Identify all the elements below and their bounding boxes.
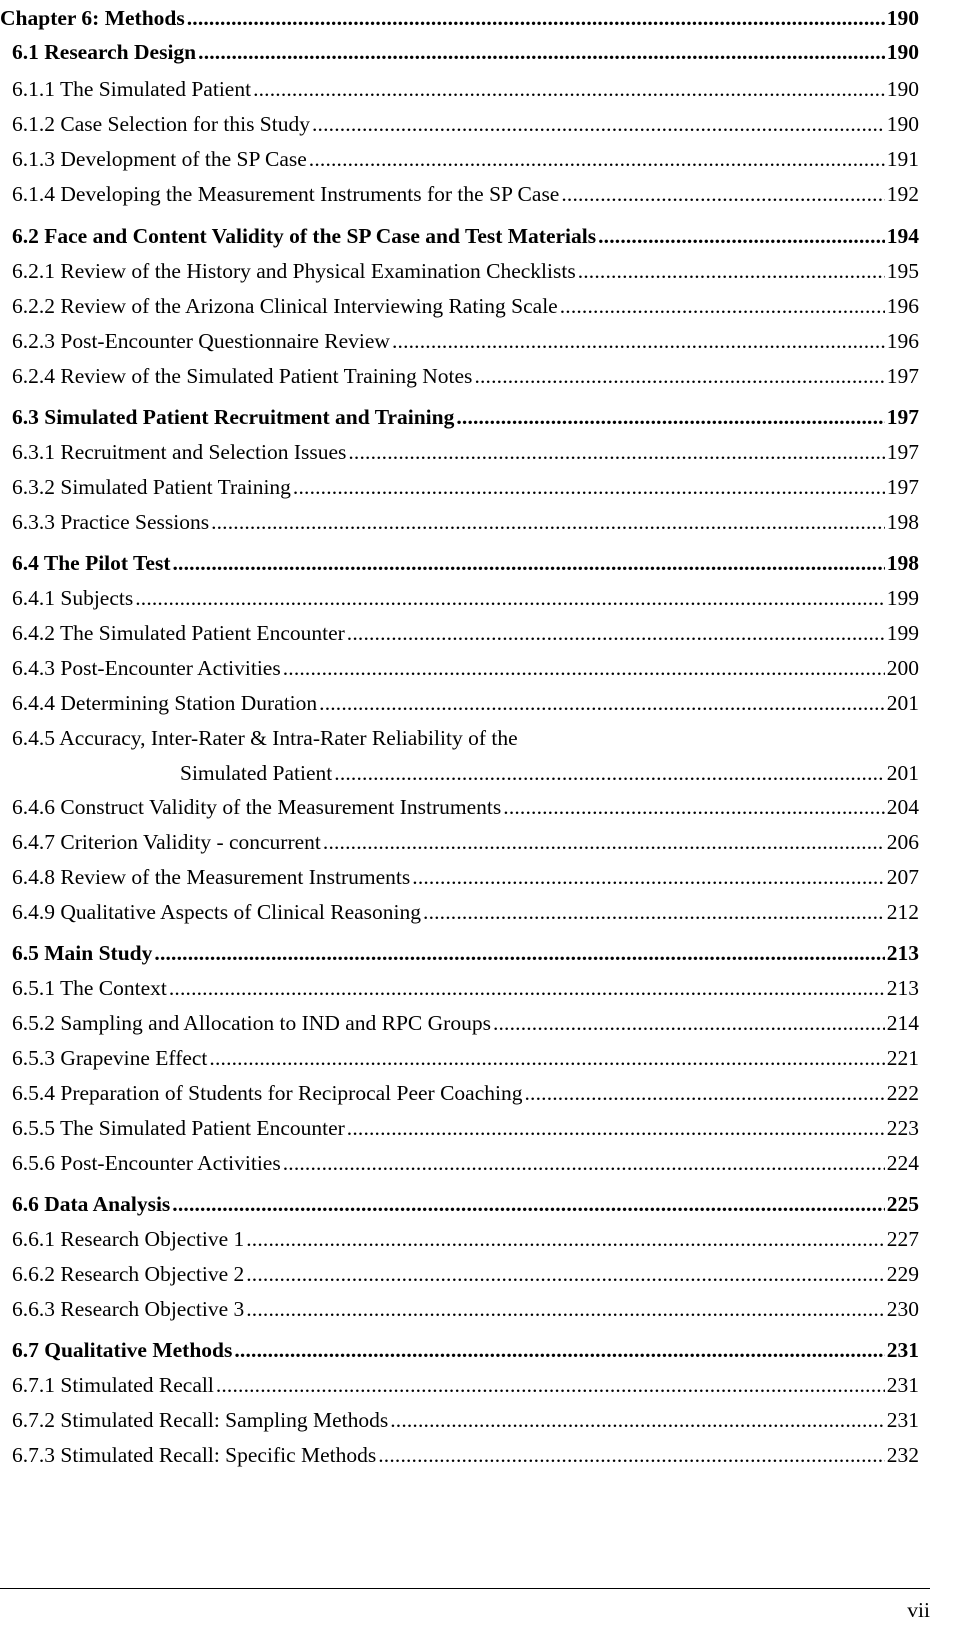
dot-leader <box>246 1294 885 1324</box>
toc-entry-title: 6.6.3 Research Objective 3 <box>12 1297 245 1321</box>
dot-leader <box>560 291 885 321</box>
toc-section-entry[interactable] <box>12 938 919 968</box>
toc-entry-page: 197 <box>886 440 919 464</box>
toc-entry-page: 224 <box>886 1151 919 1175</box>
dot-leader <box>390 1405 885 1435</box>
toc-entry-page: 213 <box>886 941 919 965</box>
toc-subsection-entry[interactable] <box>12 74 919 104</box>
toc-entry-page: 230 <box>886 1297 919 1321</box>
dot-leader <box>246 1224 885 1254</box>
toc-entry-page: 195 <box>886 259 919 283</box>
dot-leader <box>253 74 885 104</box>
toc-entry-title: 6.3.3 Practice Sessions <box>12 510 210 534</box>
toc-entry-page: 197 <box>886 475 919 499</box>
toc-entry-page: 196 <box>886 329 919 353</box>
toc-entry-page: 227 <box>886 1227 919 1251</box>
toc-subsection-entry[interactable] <box>12 897 919 927</box>
toc-subsection-entry[interactable] <box>12 827 919 857</box>
dot-leader <box>234 1335 884 1365</box>
toc-subsection-entry[interactable] <box>12 618 919 648</box>
toc-subsection-entry[interactable] <box>12 179 919 209</box>
dot-leader <box>578 256 885 286</box>
toc-subsection-entry[interactable] <box>12 1370 919 1400</box>
dot-leader <box>283 1148 885 1178</box>
dot-leader <box>312 109 885 139</box>
dot-leader <box>209 1043 884 1073</box>
toc-entry-title: 6.2.4 Review of the Simulated Patient Training Notes <box>12 364 473 388</box>
toc-entry-title: 6.4 The Pilot Test <box>12 551 171 575</box>
toc-entry-title: 6.4.7 Criterion Validity - concurrent <box>12 830 321 854</box>
toc-entry-title: 6.2.3 Post-Encounter Questionnaire Review <box>12 329 390 353</box>
toc-subsection-entry[interactable] <box>12 472 919 502</box>
toc-entry-title: 6.1.2 Case Selection for this Study <box>12 112 310 136</box>
toc-entry-title: 6.4.3 Post-Encounter Activities <box>12 656 281 680</box>
toc-entry-page: 232 <box>886 1443 919 1467</box>
toc-section-entry[interactable] <box>12 402 919 432</box>
toc-entry-page: 223 <box>886 1116 919 1140</box>
toc-entry-page: 190 <box>886 112 919 136</box>
toc-entry-page: 207 <box>886 865 919 889</box>
dot-leader <box>347 618 885 648</box>
dot-leader <box>211 507 885 537</box>
toc-entry-title: 6.5.1 The Context <box>12 976 167 1000</box>
dot-leader <box>283 653 885 683</box>
toc-entry-page: 212 <box>886 900 919 924</box>
dot-leader <box>246 1259 885 1289</box>
toc-entry-page: 191 <box>886 147 919 171</box>
toc-entry-page: 199 <box>886 586 919 610</box>
toc-entry-title: 6.2.1 Review of the History and Physical Examination Checklists <box>12 259 576 283</box>
toc-entry-title: 6.7.2 Stimulated Recall: Sampling Methods <box>12 1408 389 1432</box>
toc-entry-title: 6.4.5 Accuracy, Inter-Rater & Intra-Rater Reliability of the <box>12 726 518 750</box>
toc-entry-page: 221 <box>886 1046 919 1070</box>
toc-subsection-entry[interactable] <box>12 653 919 683</box>
dot-leader <box>309 144 885 174</box>
dot-leader <box>173 548 885 578</box>
toc-subsection-entry[interactable] <box>180 758 919 788</box>
toc-subsection-entry[interactable] <box>12 1043 919 1073</box>
toc-entry-page: 199 <box>886 621 919 645</box>
toc-entry-title: 6.7 Qualitative Methods <box>12 1338 233 1362</box>
dot-leader <box>412 862 884 892</box>
dot-leader <box>198 37 885 67</box>
toc-entry-title: 6.6.2 Research Objective 2 <box>12 1262 245 1286</box>
dot-leader <box>423 897 885 927</box>
toc-entry-title: 6.4.9 Qualitative Aspects of Clinical Reasoning <box>12 900 422 924</box>
dot-leader <box>216 1370 885 1400</box>
toc-section-entry[interactable] <box>12 1335 919 1365</box>
toc-subsection-entry[interactable] <box>12 792 919 822</box>
dot-leader <box>293 472 885 502</box>
dot-leader <box>334 758 884 788</box>
toc-subsection-entry[interactable] <box>12 109 919 139</box>
toc-subsection-entry[interactable] <box>12 1405 919 1435</box>
toc-subsection-entry[interactable] <box>12 437 919 467</box>
dot-leader <box>503 792 884 822</box>
toc-section-entry[interactable] <box>0 3 919 33</box>
toc-entry-title: 6.2.2 Review of the Arizona Clinical Interviewing Rating Scale <box>12 294 558 318</box>
toc-subsection-entry[interactable] <box>12 291 919 321</box>
toc-entry-page: 197 <box>886 364 919 388</box>
toc-subsection-entry[interactable] <box>12 1259 919 1289</box>
dot-leader <box>378 1440 885 1470</box>
toc-subsection-entry[interactable] <box>12 1224 919 1254</box>
dot-leader <box>135 583 885 613</box>
toc-entry-page: 190 <box>886 77 919 101</box>
toc-entry-page: 194 <box>886 224 919 248</box>
toc-entry-page: 201 <box>886 761 919 785</box>
toc-subsection-entry[interactable] <box>12 1113 919 1143</box>
toc-entry-page: 225 <box>886 1192 919 1216</box>
dot-leader <box>319 688 885 718</box>
toc-entry-title: 6.1.1 The Simulated Patient <box>12 77 252 101</box>
toc-entry-continuation: Simulated Patient <box>180 761 333 785</box>
toc-entry-title: 6.3.2 Simulated Patient Training <box>12 475 291 499</box>
toc-entry-title: 6.5.5 The Simulated Patient Encounter <box>12 1116 345 1140</box>
toc-entry-page: 192 <box>886 182 919 206</box>
toc-entry-page: 198 <box>886 551 919 575</box>
toc-entry-title: 6.6.1 Research Objective 1 <box>12 1227 245 1251</box>
toc-subsection-entry[interactable] <box>12 1008 919 1038</box>
dot-leader <box>598 221 885 251</box>
toc-subsection-entry[interactable] <box>12 973 919 1003</box>
toc-entry-title: 6.6 Data Analysis <box>12 1192 171 1216</box>
dot-leader <box>561 179 884 209</box>
toc-subsection-entry[interactable] <box>12 1078 919 1108</box>
toc-entry-page: 190 <box>886 6 919 30</box>
toc-entry-title-line <box>12 723 518 753</box>
toc-entry-page: 231 <box>886 1373 919 1397</box>
toc-entry-page: 231 <box>886 1408 919 1432</box>
toc-entry-title: 6.4.1 Subjects <box>12 586 134 610</box>
dot-leader <box>172 1189 884 1219</box>
dot-leader <box>348 437 884 467</box>
toc-entry-title: Chapter 6: Methods <box>0 6 185 30</box>
toc-subsection-entry[interactable] <box>12 326 919 356</box>
toc-entry-title: 6.1 Research Design <box>12 40 197 64</box>
toc-entry-page: 229 <box>886 1262 919 1286</box>
dot-leader <box>525 1078 885 1108</box>
toc-entry-title: 6.1.3 Development of the SP Case <box>12 147 307 171</box>
toc-section-entry[interactable] <box>12 221 919 251</box>
dot-leader <box>169 973 885 1003</box>
toc-subsection-entry[interactable] <box>12 1440 919 1470</box>
toc-section-entry[interactable] <box>12 37 919 67</box>
toc-subsection-entry[interactable] <box>12 361 919 391</box>
toc-subsection-entry[interactable] <box>12 507 919 537</box>
toc-entry-title: 6.1.4 Developing the Measurement Instruments for the SP Case <box>12 182 560 206</box>
toc-entry-title: 6.7.3 Stimulated Recall: Specific Methods <box>12 1443 377 1467</box>
toc-entry-title: 6.2 Face and Content Validity of the SP Case and Test Materials <box>12 224 597 248</box>
toc-subsection-entry[interactable] <box>12 862 919 892</box>
toc-entry-title: 6.5.2 Sampling and Allocation to IND and RPC Groups <box>12 1011 491 1035</box>
dot-leader <box>347 1113 885 1143</box>
toc-entry-title: 6.7.1 Stimulated Recall <box>12 1373 214 1397</box>
page-number: vii <box>907 1598 930 1622</box>
toc-subsection-entry[interactable] <box>12 688 919 718</box>
toc-section-entry[interactable] <box>12 1189 919 1219</box>
toc-subsection-entry[interactable] <box>12 1294 919 1324</box>
toc-entry-page: 231 <box>886 1338 919 1362</box>
toc-subsection-entry[interactable] <box>12 583 919 613</box>
toc-entry-title: 6.3.1 Recruitment and Selection Issues <box>12 440 347 464</box>
toc-entry-page: 190 <box>886 40 919 64</box>
toc-entry-page: 204 <box>886 795 919 819</box>
dot-leader <box>474 361 884 391</box>
toc-subsection-entry[interactable] <box>12 1148 919 1178</box>
dot-leader <box>323 827 885 857</box>
toc-entry-page: 196 <box>886 294 919 318</box>
dot-leader <box>456 402 884 432</box>
toc-entry-title: 6.5.3 Grapevine Effect <box>12 1046 208 1070</box>
dot-leader <box>187 3 885 33</box>
toc-entry-title: 6.4.2 The Simulated Patient Encounter <box>12 621 345 645</box>
toc-entry-title: 6.4.4 Determining Station Duration <box>12 691 318 715</box>
toc-entry-page: 222 <box>886 1081 919 1105</box>
toc-entry-page: 206 <box>886 830 919 854</box>
toc-section-entry[interactable] <box>12 548 919 578</box>
toc-entry-page: 213 <box>886 976 919 1000</box>
toc-entry-title: 6.4.8 Review of the Measurement Instruments <box>12 865 411 889</box>
toc-subsection-entry[interactable] <box>12 256 919 286</box>
toc-entry-title: 6.4.6 Construct Validity of the Measurement Instruments <box>12 795 502 819</box>
toc-entry-page: 197 <box>886 405 919 429</box>
toc-entry-title: 6.5.4 Preparation of Students for Reciprocal Peer Coaching <box>12 1081 523 1105</box>
toc-entry-title: 6.3 Simulated Patient Recruitment and Training <box>12 405 455 429</box>
toc-entry-page: 200 <box>886 656 919 680</box>
toc-entry-title: 6.5 Main Study <box>12 941 153 965</box>
dot-leader <box>493 1008 885 1038</box>
toc-entry-page: 198 <box>886 510 919 534</box>
footer-divider <box>0 1588 930 1589</box>
toc-entry-title: 6.5.6 Post-Encounter Activities <box>12 1151 281 1175</box>
toc-entry-page: 214 <box>886 1011 919 1035</box>
dot-leader <box>392 326 885 356</box>
dot-leader <box>154 938 884 968</box>
toc-entry-page: 201 <box>886 691 919 715</box>
toc-subsection-entry[interactable] <box>12 144 919 174</box>
